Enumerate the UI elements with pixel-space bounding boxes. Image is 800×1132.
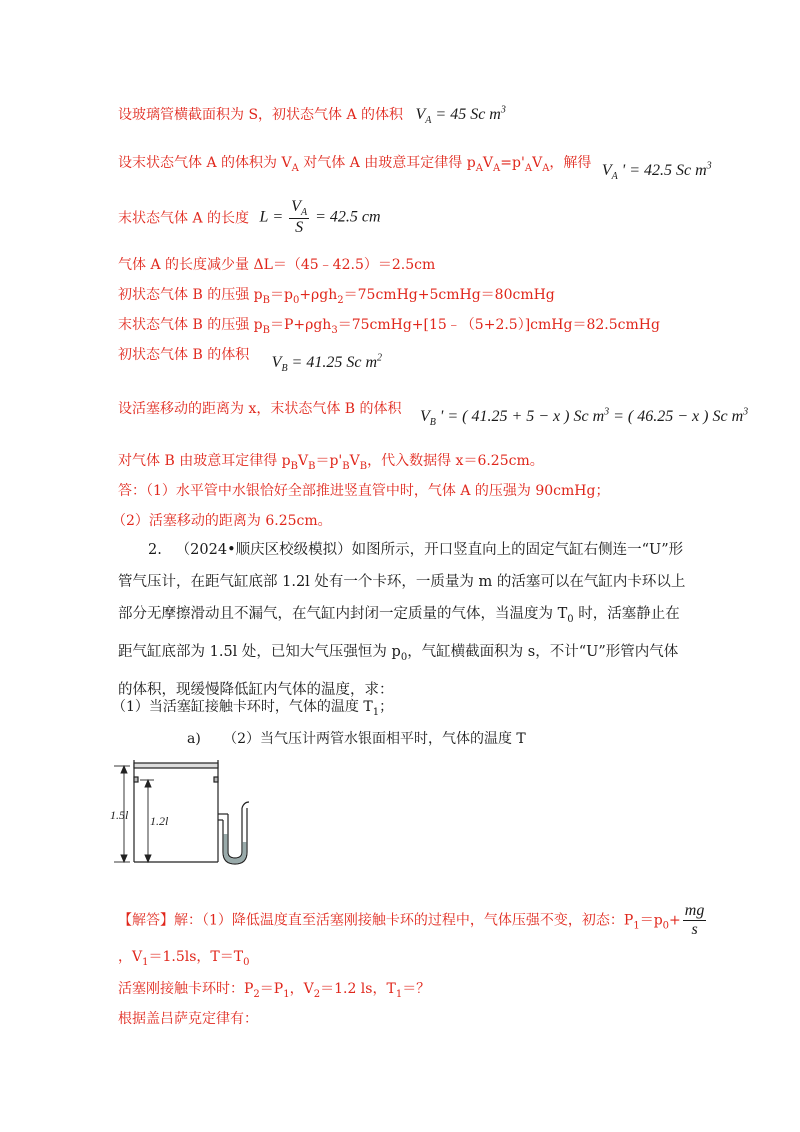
stopper-left: [134, 777, 138, 782]
formula-vb-prime: $V_B$ ' = ( 41.25 + 5 − x ) Sc $m^3$ = ( 46.25 − x ) Sc $m^3$: [420, 406, 749, 429]
text: 设玻璃管横截面积为 S，初状态气体 A 的体积: [118, 107, 404, 123]
line-answer-1: 答：（1）水平管中水银恰好全部推进竖直管中时，气体 A 的压强为 90cmHg；: [118, 483, 610, 499]
line-final-volume-b: 设活塞移动的距离为 x，末状态气体 B 的体积 $V_B$ ' = ( 41.25 + 5 − x ) Sc $m^3$ = ( 46.25 − x ) Sc $m^3$: [118, 401, 749, 429]
label-1-5l: 1.5l: [110, 808, 129, 822]
answer-line-1: 【解答】解：（1）降低温度直至活塞刚接触卡环的过程中，气体压强不变，初态：$P_1=p_0+$ $\frac{mg}{s}$: [118, 902, 705, 938]
answer-line-2: ，$V_1=1.5ls$，$T=T_0$: [118, 949, 250, 968]
cylinder-u-tube-figure: [108, 752, 268, 868]
line-final-volume-a: 设末状态气体 A 的体积为 $V_A$ 对气体 A 由玻意耳定律得 $p_AV_A=p'_AV_A$，解得 $V_A$ ' = 42.5 Sc $m^3$: [118, 155, 712, 183]
problem-number: 2.: [148, 542, 162, 558]
problem-2-paragraph: 2. （2024•顺庆区校级模拟）如图所示，开口竖直向上的固定气缸右侧连一“U”形管气压计，在距气缸底部 1.2l 处有一个卡环，一质量为 m 的活塞可以在气缸内卡环以上部分无摩擦滑动且不漏气，在气缸内封闭一定质量的气体，当温度为 $T_0$ 时，活塞静止在距气缸底部为 1.5l 处，已知大气压强恒为 $p_0$，气缸横截面积为 s，不计“U”形管内气体的体积，现缓慢降低缸内气体的温度，求：: [118, 542, 686, 698]
line-boyle-b: 对气体 B 由玻意耳定律得 $p_BV_B=p'_BV_B$，代入数据得 x＝6.25cm。: [118, 453, 544, 472]
line-answer-2: （2）活塞移动的距离为 6.25cm。: [112, 513, 332, 529]
stopper-right: [214, 777, 218, 782]
line-delta-l: 气体 A 的长度减少量 ΔL＝（45﹣42.5）＝2.5cm: [118, 257, 436, 273]
question-2: a) （2）当气压计两管水银面相平时，气体的温度 T: [187, 731, 526, 747]
line-initial-pressure-b: 初状态气体 B 的压强 $p_B=p_0+\rho gh_2=75cmHg+5cmHg=80cmHg$: [118, 287, 555, 306]
question-1: （1）当活塞缸接触卡环时，气体的温度 $T_1$；: [112, 699, 394, 718]
formula-vb: $V_B = 41.25$ Sc $m^2$: [271, 352, 382, 375]
line-final-pressure-b: 末状态气体 B 的压强 $p_B=P+\rho gh_3=75cmHg+[15﹣(5+2.5)]cmHg=82.5cmHg$: [118, 317, 660, 336]
formula-va-prime: $V_A$ ' = 42.5 Sc $m^3$: [601, 160, 712, 183]
line-initial-volume-b: 初状态气体 B 的体积 $V_B = 41.25$ Sc $m^2$: [118, 347, 382, 375]
piston: [134, 763, 218, 768]
mercury: [224, 834, 247, 863]
answer-line-4: 根据盖吕萨克定律有：: [118, 1011, 258, 1027]
answer-line-3: 活塞刚接触卡环时：$P_2=P_1$，$V_2=1.2$ ls，$T_1=$？: [118, 981, 431, 1000]
label-1-2l: 1.2l: [150, 814, 169, 828]
answer-tag: 【解答】: [118, 912, 174, 929]
fraction-mg-over-s: $\frac{mg}{s}$: [684, 902, 705, 938]
formula-length: L = $\frac{V_A}{S}$ = 42.5 cm: [259, 198, 381, 237]
line-length-a: 末状态气体 A 的长度 L = $\frac{V_A}{S}$ = 42.5 cm: [118, 198, 381, 237]
line-initial-volume-a: [118, 104, 506, 126]
formula-va: $V_A = 45$ Sc $m^3$: [415, 104, 506, 127]
list-marker: a): [187, 731, 201, 747]
